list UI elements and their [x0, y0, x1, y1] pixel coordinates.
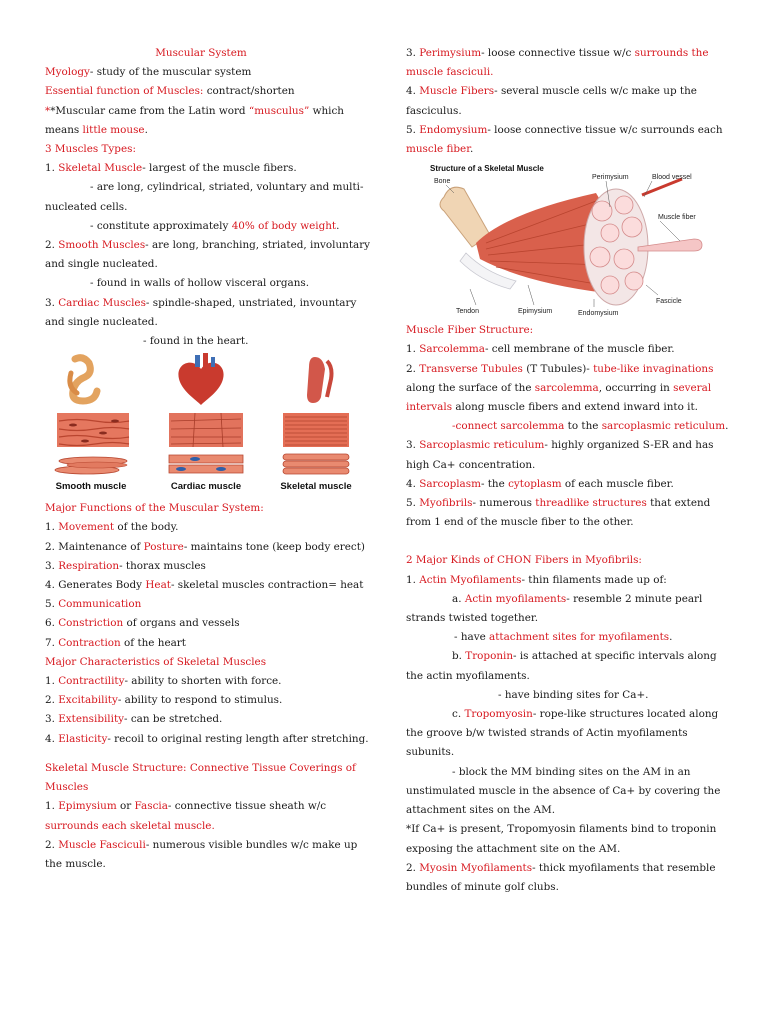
- text-segment: 1.: [45, 162, 59, 175]
- characteristic-1: [45, 672, 357, 691]
- section-heading-connective-tissue-2: Muscles: [45, 781, 89, 794]
- highlighted-text: Myosin Myofilaments: [419, 861, 533, 874]
- characteristic-2: [45, 691, 357, 710]
- highlighted-text: intervals: [406, 401, 453, 414]
- highlighted-text: Excitability: [58, 694, 118, 707]
- fiber-structure-5: [406, 494, 722, 513]
- text-segment: .: [669, 631, 673, 644]
- text-segment: - rope-like structures located along: [532, 708, 719, 721]
- cross-section-drawing: [584, 179, 702, 305]
- highlighted-text: little mouse: [82, 123, 145, 136]
- text-segment: - recoil to original resting length after stretching.: [107, 732, 369, 745]
- text-segment: - connective tissue sheath w/c: [167, 800, 327, 813]
- kind-2: [406, 859, 722, 878]
- highlighted-text: Elasticity: [58, 732, 108, 745]
- latin-origin-line-2: [45, 121, 357, 140]
- text-segment: , occurring in: [598, 381, 674, 394]
- text-segment: 3.: [45, 559, 59, 572]
- structure-2b: the muscle.: [45, 857, 106, 870]
- fiber-structure-1: [406, 340, 722, 359]
- highlighted-text: Heat: [145, 579, 171, 592]
- left-column: [45, 44, 371, 874]
- highlighted-text: Contractility: [58, 675, 125, 688]
- text-segment: of the body.: [114, 521, 179, 534]
- text-segment: - is attached at specific intervals along: [513, 650, 717, 663]
- text-segment: b.: [452, 650, 466, 663]
- fiber-structure-2c: [406, 398, 722, 417]
- calcium-note-2: exposing the attachment site on the AM.: [406, 842, 621, 855]
- highlighted-text: Communication: [58, 598, 142, 611]
- fiber-structure-4: [406, 475, 722, 494]
- text-segment: 1.: [45, 521, 59, 534]
- highlighted-text: Essential function of Muscles:: [45, 85, 204, 98]
- highlighted-text: Movement: [58, 521, 115, 534]
- cardiac-desc: - found in the heart.: [143, 335, 249, 348]
- fiber-structure-2: [406, 360, 722, 379]
- kind-1c: [406, 705, 722, 724]
- section-heading-chon-fibers: 2 Major Kinds of CHON Fibers in Myofibrils:: [406, 554, 642, 567]
- text-segment: - resemble 2 minute pearl: [566, 592, 703, 605]
- highlighted-text: Endomysium: [419, 123, 488, 136]
- perimysium-line-2: muscle fasciculi.: [406, 66, 494, 79]
- section-heading-connective-tissue: Skeletal Muscle Structure: Connective Tissue Coverings of: [45, 761, 356, 774]
- text-segment: 1.: [406, 573, 420, 586]
- text-segment: *Muscular came from the Latin word: [50, 104, 249, 117]
- text-segment: (T Tubules)-: [522, 362, 594, 375]
- text-segment: 2. Maintenance of: [45, 540, 144, 553]
- highlighted-text: muscle fiber: [406, 143, 471, 156]
- text-segment: - cell membrane of the muscle fiber.: [484, 343, 675, 356]
- highlighted-text: Myofibrils: [419, 497, 473, 510]
- highlighted-text: several: [673, 381, 712, 394]
- kind-1b-2: the actin myofilaments.: [406, 669, 530, 682]
- label-tendon: Tendon: [456, 308, 479, 316]
- text-segment: 5.: [406, 497, 420, 510]
- highlighted-text: Constriction: [58, 617, 124, 630]
- text-segment: - thick myofilaments that resemble: [532, 861, 716, 874]
- highlighted-text: Myology: [45, 66, 90, 79]
- text-segment: - thin filaments made up of:: [521, 573, 667, 586]
- text-segment: - loose connective tissue w/c surrounds each: [487, 123, 723, 136]
- text-segment: to the: [564, 420, 602, 433]
- highlighted-text: Muscle Fibers: [419, 85, 495, 98]
- muscle-fibers-line-2: fasciculus.: [406, 104, 462, 117]
- characteristic-3: [45, 710, 357, 729]
- text-segment: - constitute approximately: [90, 219, 232, 232]
- highlighted-text: Smooth Muscles: [58, 239, 146, 252]
- text-segment: which: [309, 104, 344, 117]
- text-segment: 4.: [406, 477, 420, 490]
- text-segment: 1.: [45, 800, 59, 813]
- kind-1a: [406, 590, 722, 609]
- text-segment: that extend: [646, 497, 711, 510]
- muscle-types-figure: [45, 351, 357, 499]
- text-segment: - skeletal muscles contraction= heat: [170, 579, 364, 592]
- perimysium-line: [406, 44, 722, 63]
- highlighted-text: Transverse Tubules: [419, 362, 523, 375]
- label-muscle-fiber: Muscle fiber: [658, 214, 696, 222]
- text-segment: 3.: [406, 47, 420, 59]
- highlighted-text: sarcoplasmic reticulum: [601, 420, 726, 433]
- text-segment: - several muscle cells w/c make up the: [494, 85, 697, 98]
- text-segment: - largest of the muscle fibers.: [142, 162, 297, 175]
- function-4: [45, 576, 364, 595]
- text-segment: .: [470, 143, 474, 156]
- highlighted-text: Fascia: [134, 800, 168, 813]
- figure-title: Structure of a Skeletal Muscle: [430, 164, 544, 174]
- text-segment: 4.: [45, 732, 59, 745]
- highlighted-text: Sarcoplasm: [419, 477, 481, 490]
- highlighted-text: 40% of body weight: [231, 219, 337, 232]
- highlighted-text: Posture: [143, 540, 184, 553]
- text-segment: .: [336, 219, 340, 232]
- kind-1a-2: strands twisted together.: [406, 612, 539, 625]
- text-segment: 4.: [406, 85, 420, 98]
- characteristic-4: [45, 730, 369, 749]
- right-column: [406, 44, 729, 897]
- highlighted-text: Perimysium: [419, 47, 482, 59]
- text-segment: 1.: [45, 675, 59, 688]
- text-segment: 2.: [45, 838, 59, 851]
- intestine-icon: [70, 358, 97, 401]
- text-segment: 3.: [406, 439, 420, 452]
- label-fascicle: Fascicle: [656, 298, 682, 306]
- text-segment: 5.: [45, 598, 59, 611]
- page-title: [45, 44, 357, 63]
- text-segment: or: [116, 800, 135, 813]
- text-segment: - numerous visible bundles w/c make up: [145, 838, 358, 851]
- highlighted-text: Skeletal Muscle: [58, 162, 143, 175]
- highlighted-text: Contraction: [58, 636, 121, 649]
- highlighted-text: sarcolemma: [534, 381, 599, 394]
- skeletal-muscle-structure-figure: [406, 161, 722, 321]
- highlighted-text: Extensibility: [58, 713, 125, 726]
- skeletal-desc-1: - are long, cylindrical, striated, voluntary and multi-: [90, 181, 364, 194]
- label-bone: Bone: [434, 178, 451, 186]
- text-segment: c.: [452, 708, 465, 721]
- kind-1: [406, 571, 722, 590]
- kind-1b-3: - have binding sites for Ca+.: [498, 688, 649, 701]
- highlighted-text: Cardiac Muscles: [58, 296, 146, 309]
- cardiac-muscle-line: [45, 294, 357, 313]
- text-segment: 2.: [45, 694, 59, 707]
- text-segment: 2.: [406, 861, 420, 874]
- kind-1b: [406, 647, 722, 666]
- latin-origin-line: [45, 102, 357, 121]
- text-segment: 4. Generates Body: [45, 579, 146, 592]
- function-7: [45, 634, 357, 653]
- smooth-muscle-line: [45, 236, 371, 255]
- leg-muscle-icon: [307, 357, 332, 403]
- highlighted-text: surrounds the: [634, 47, 709, 59]
- fiber-structure-2b: [406, 379, 722, 398]
- section-heading-fiber-structure: Muscle Fiber Structure:: [406, 324, 534, 337]
- section-heading-characteristics: Major Characteristics of Skeletal Muscles: [45, 655, 267, 668]
- kind-1d-3: attachment sites on the AM.: [406, 804, 556, 817]
- fiber-structure-2d: [406, 417, 729, 436]
- text-segment: - are long, branching, striated, involuntary: [145, 239, 371, 252]
- smooth-cell-drawing: [55, 457, 127, 474]
- skeletal-tissue-image: [283, 413, 349, 447]
- highlighted-text: Epimysium: [58, 800, 117, 813]
- highlighted-text: cytoplasm: [508, 477, 562, 490]
- function-1: [45, 518, 357, 537]
- highlighted-text: attachment sites for myofilaments: [489, 631, 670, 644]
- essential-function-line: [45, 82, 357, 101]
- kind-1c-2: the groove b/w twisted strands of Actin myofilaments: [406, 727, 688, 740]
- smooth-desc: - found in walls of hollow visceral organs.: [90, 277, 310, 290]
- text-segment: - spindle-shaped, unstriated, invountary: [145, 296, 357, 309]
- text-segment: a.: [452, 592, 465, 605]
- cardiac-cell-drawing: [169, 455, 243, 473]
- text-segment: - the: [480, 477, 509, 490]
- label-endomysium: Endomysium: [578, 310, 619, 318]
- smooth-tissue-image: [57, 413, 129, 447]
- cardiac-muscle-line-2: and single nucleated.: [45, 315, 158, 328]
- highlighted-text: Actin myofilaments: [464, 592, 567, 605]
- text-segment: .: [144, 123, 148, 136]
- section-heading-major-functions: Major Functions of the Muscular System:: [45, 502, 264, 515]
- skeletal-desc-2: [45, 217, 357, 236]
- text-segment: means: [45, 123, 83, 136]
- label-blood-vessel: Blood vessel: [652, 174, 692, 182]
- skeletal-muscle-line: [45, 159, 357, 178]
- text-segment: - can be stretched.: [124, 713, 223, 726]
- text-segment: 1.: [406, 343, 420, 356]
- function-6: [45, 614, 357, 633]
- structure-1b: surrounds each skeletal muscle.: [45, 819, 215, 832]
- section-heading-muscle-types: 3 Muscles Types:: [45, 143, 136, 156]
- function-3: [45, 557, 357, 576]
- text-segment: 6.: [45, 617, 59, 630]
- highlighted-text: threadlike structures: [535, 497, 647, 510]
- highlighted-text: Sarcolemma: [419, 343, 485, 356]
- heart-icon: [178, 353, 223, 405]
- kind-1a-3: [406, 628, 722, 647]
- text-segment: 3.: [45, 713, 59, 726]
- text-segment: of organs and vessels: [123, 617, 240, 630]
- text-segment: - ability to shorten with force.: [124, 675, 282, 688]
- highlighted-text: -connect sarcolemma: [452, 420, 565, 433]
- text-segment: along muscle fibers and extend inward into it.: [452, 401, 698, 414]
- calcium-note: *If Ca+ is present, Tropomyosin filaments bind to troponin: [406, 823, 717, 836]
- label-epimysium: Epimysium: [518, 308, 553, 316]
- skeletal-cell-drawing: [283, 454, 349, 474]
- highlighted-text: “musculus”: [248, 104, 310, 117]
- text-segment: - numerous: [472, 497, 536, 510]
- text-segment: 3.: [45, 296, 59, 309]
- cardiac-tissue-image: [169, 413, 243, 447]
- kind-1d: - block the MM binding sites on the AM in an: [452, 765, 691, 778]
- highlighted-text: Tropomyosin: [464, 708, 533, 721]
- label-smooth-muscle: Smooth muscle: [55, 481, 127, 493]
- highlighted-text: Muscle Fasciculi: [58, 838, 146, 851]
- label-skeletal-muscle: Skeletal muscle: [280, 481, 352, 493]
- smooth-muscle-line-2: and single nucleated.: [45, 258, 158, 271]
- skeletal-desc-1b: nucleated cells.: [45, 200, 128, 213]
- fiber-structure-3: [406, 436, 722, 455]
- text-segment: - thorax muscles: [119, 559, 206, 572]
- structure-2: [45, 836, 357, 855]
- kind-2b: bundles of minute golf clubs.: [406, 880, 559, 893]
- text-segment: 7.: [45, 636, 59, 649]
- function-2: [45, 538, 365, 557]
- text-segment: 2.: [45, 239, 59, 252]
- label-cardiac-muscle: Cardiac muscle: [170, 481, 242, 493]
- text-segment: - highly organized S-ER and has: [544, 439, 714, 452]
- text-segment: of each muscle fiber.: [561, 477, 674, 490]
- function-5: [45, 595, 357, 614]
- highlighted-text: Muscular System: [155, 47, 247, 59]
- text-segment: .: [725, 420, 729, 433]
- highlighted-text: Actin Myofilaments: [419, 573, 522, 586]
- text-segment: - ability to respond to stimulus.: [117, 694, 283, 707]
- text-segment: - study of the muscular system: [89, 66, 252, 79]
- text-segment: 5.: [406, 123, 420, 136]
- text-segment: - have: [454, 631, 490, 644]
- label-perimysium: Perimysium: [592, 174, 629, 182]
- endomysium-line: [406, 121, 722, 140]
- text-segment: along the surface of the: [406, 381, 535, 394]
- muscle-fibers-line: [406, 82, 722, 101]
- fiber-structure-5b: from 1 end of the muscle fiber to the other.: [406, 516, 634, 529]
- structure-1: [45, 797, 357, 816]
- highlighted-text: *: [45, 104, 51, 117]
- text-segment: - loose connective tissue w/c: [481, 47, 635, 59]
- text-segment: 2.: [406, 362, 420, 375]
- highlighted-text: Sarcoplasmic reticulum: [419, 439, 545, 452]
- kind-1d-2: unstimulated muscle in the absence of Ca+ by covering the: [406, 784, 721, 797]
- text-segment: - maintains tone (keep body erect): [183, 540, 365, 553]
- text-segment: of the heart: [120, 636, 186, 649]
- highlighted-text: Troponin: [465, 650, 514, 663]
- endomysium-line-2: [406, 140, 722, 159]
- highlighted-text: Respiration: [58, 559, 120, 572]
- highlighted-text: tube-like invaginations: [593, 362, 714, 375]
- fiber-structure-3b: high Ca+ concentration.: [406, 458, 536, 471]
- kind-1c-3: subunits.: [406, 746, 455, 759]
- myology-line: [45, 63, 357, 82]
- text-segment: contract/shorten: [203, 85, 295, 98]
